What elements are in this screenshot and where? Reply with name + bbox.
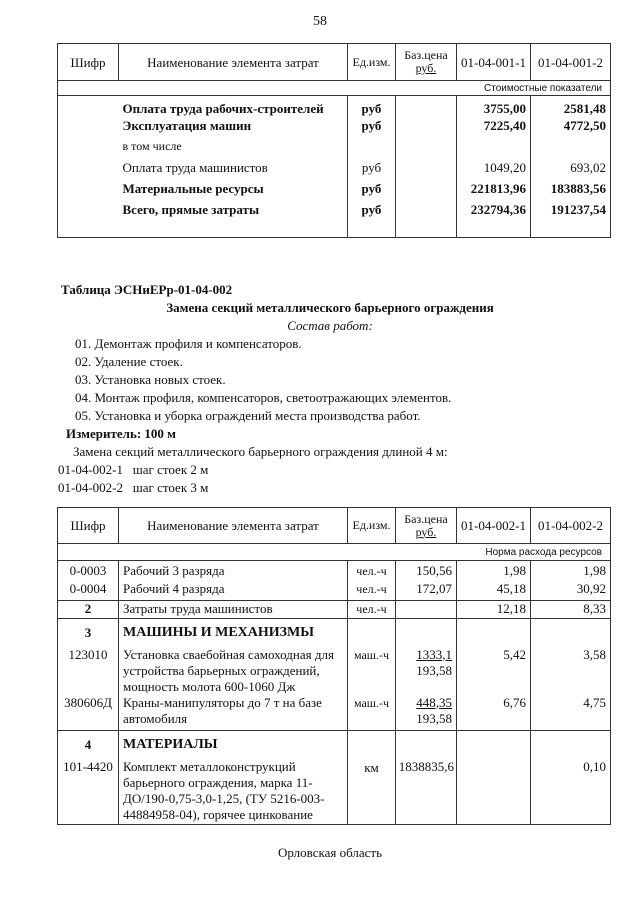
cost-indicators-table xyxy=(57,43,611,238)
page-number: 58 xyxy=(313,14,327,29)
work-step: 02. Удаление стоек. xyxy=(75,354,183,369)
header-code: Шифр xyxy=(58,44,119,81)
meter: Измеритель: 100 м xyxy=(66,426,177,441)
header-unit: Ед.изм. xyxy=(348,508,396,544)
variant-1: 01-04-002-1 шаг стоек 2 м xyxy=(58,462,209,477)
table-row: 380606Д Краны-манипуляторы до 7 т на базе автомобиля маш.-ч 448,35 193,58 6,76 4,75 xyxy=(58,695,611,731)
work-step: 01. Демонтаж профиля и компенсаторов. xyxy=(75,336,302,351)
table-header-row xyxy=(58,44,611,81)
header-col-1: 01-04-002-1 xyxy=(457,508,531,544)
header-name: Наименование элемента затрат xyxy=(119,44,348,81)
table-row: в том числе xyxy=(58,139,611,160)
table-header-row xyxy=(58,508,611,544)
table-row: Эксплуатация машин руб 7225,40 4772,50 xyxy=(58,118,611,139)
header-col-1: 01-04-001-1 xyxy=(457,44,531,81)
composition-label: Состав работ: xyxy=(287,318,373,333)
table-row: Оплата труда рабочих-строителей руб 3755,00 2581,48 xyxy=(58,96,611,118)
table-row: Материальные ресурсы руб 221813,96 183883,56 xyxy=(58,181,611,202)
work-step: 05. Установка и уборка ограждений места производства работ. xyxy=(75,408,421,423)
table-row: 123010 Установка сваебойная самоходная для устройства барьерных ограждений, мощность молота 600-1060 Дж маш.-ч 1333,1 193,58 5,42 3,58 xyxy=(58,643,611,695)
header-unit: Ед.изм. xyxy=(348,44,396,81)
footer-region: Орловская область xyxy=(277,845,383,860)
table-row: 0-0004 Рабочий 4 разряда чел.-ч 172,07 45,18 30,92 xyxy=(58,581,611,601)
header-name: Наименование элемента затрат xyxy=(119,508,348,544)
table-row: 0-0003 Рабочий 3 разряда чел.-ч 150,56 1,98 1,98 xyxy=(58,561,611,581)
header-price: Баз.цена руб. xyxy=(396,44,457,81)
subheader-row: Норма расхода ресурсов xyxy=(58,544,611,561)
section-row-machines: 3 МАШИНЫ И МЕХАНИЗМЫ xyxy=(58,619,611,643)
variant-2: 01-04-002-2 шаг стоек 3 м xyxy=(58,480,209,495)
table-row: Всего, прямые затраты руб 232794,36 191237,54 xyxy=(58,202,611,238)
section-row-materials: 4 МАТЕРИАЛЫ xyxy=(58,731,611,755)
header-price: Баз.цена руб. xyxy=(396,508,457,544)
header-code: Шифр xyxy=(58,508,119,544)
work-step: 04. Монтаж профиля, компенсаторов, светоотражающих элементов. xyxy=(75,390,452,405)
header-col-2: 01-04-001-2 xyxy=(531,44,611,81)
resource-norms-table xyxy=(57,507,611,825)
table-row: Оплата труда машинистов руб 1049,20 693,02 xyxy=(58,160,611,181)
table-row: 101-4420 Комплект металлоконструкций барьерного ограждения, марка 11- ДО/190-0,75-3,0-1,25, (ТУ 5216-003- 44884958-04), горячее цинкование км 1838835,6 0,10 xyxy=(58,755,611,825)
work-step: 03. Установка новых стоек. xyxy=(75,372,226,387)
table-label: Таблица ЭСНиЕРр-01-04-002 xyxy=(61,282,233,297)
subheader-row: Стоимостные показатели xyxy=(58,81,611,96)
section-title: Замена секций металлического барьерного ограждения xyxy=(166,300,494,315)
description: Замена секций металлического барьерного ограждения длиной 4 м: xyxy=(73,444,448,459)
header-col-2: 01-04-002-2 xyxy=(531,508,611,544)
table-row: 2 Затраты труда машинистов чел.-ч 12,18 8,33 xyxy=(58,601,611,619)
